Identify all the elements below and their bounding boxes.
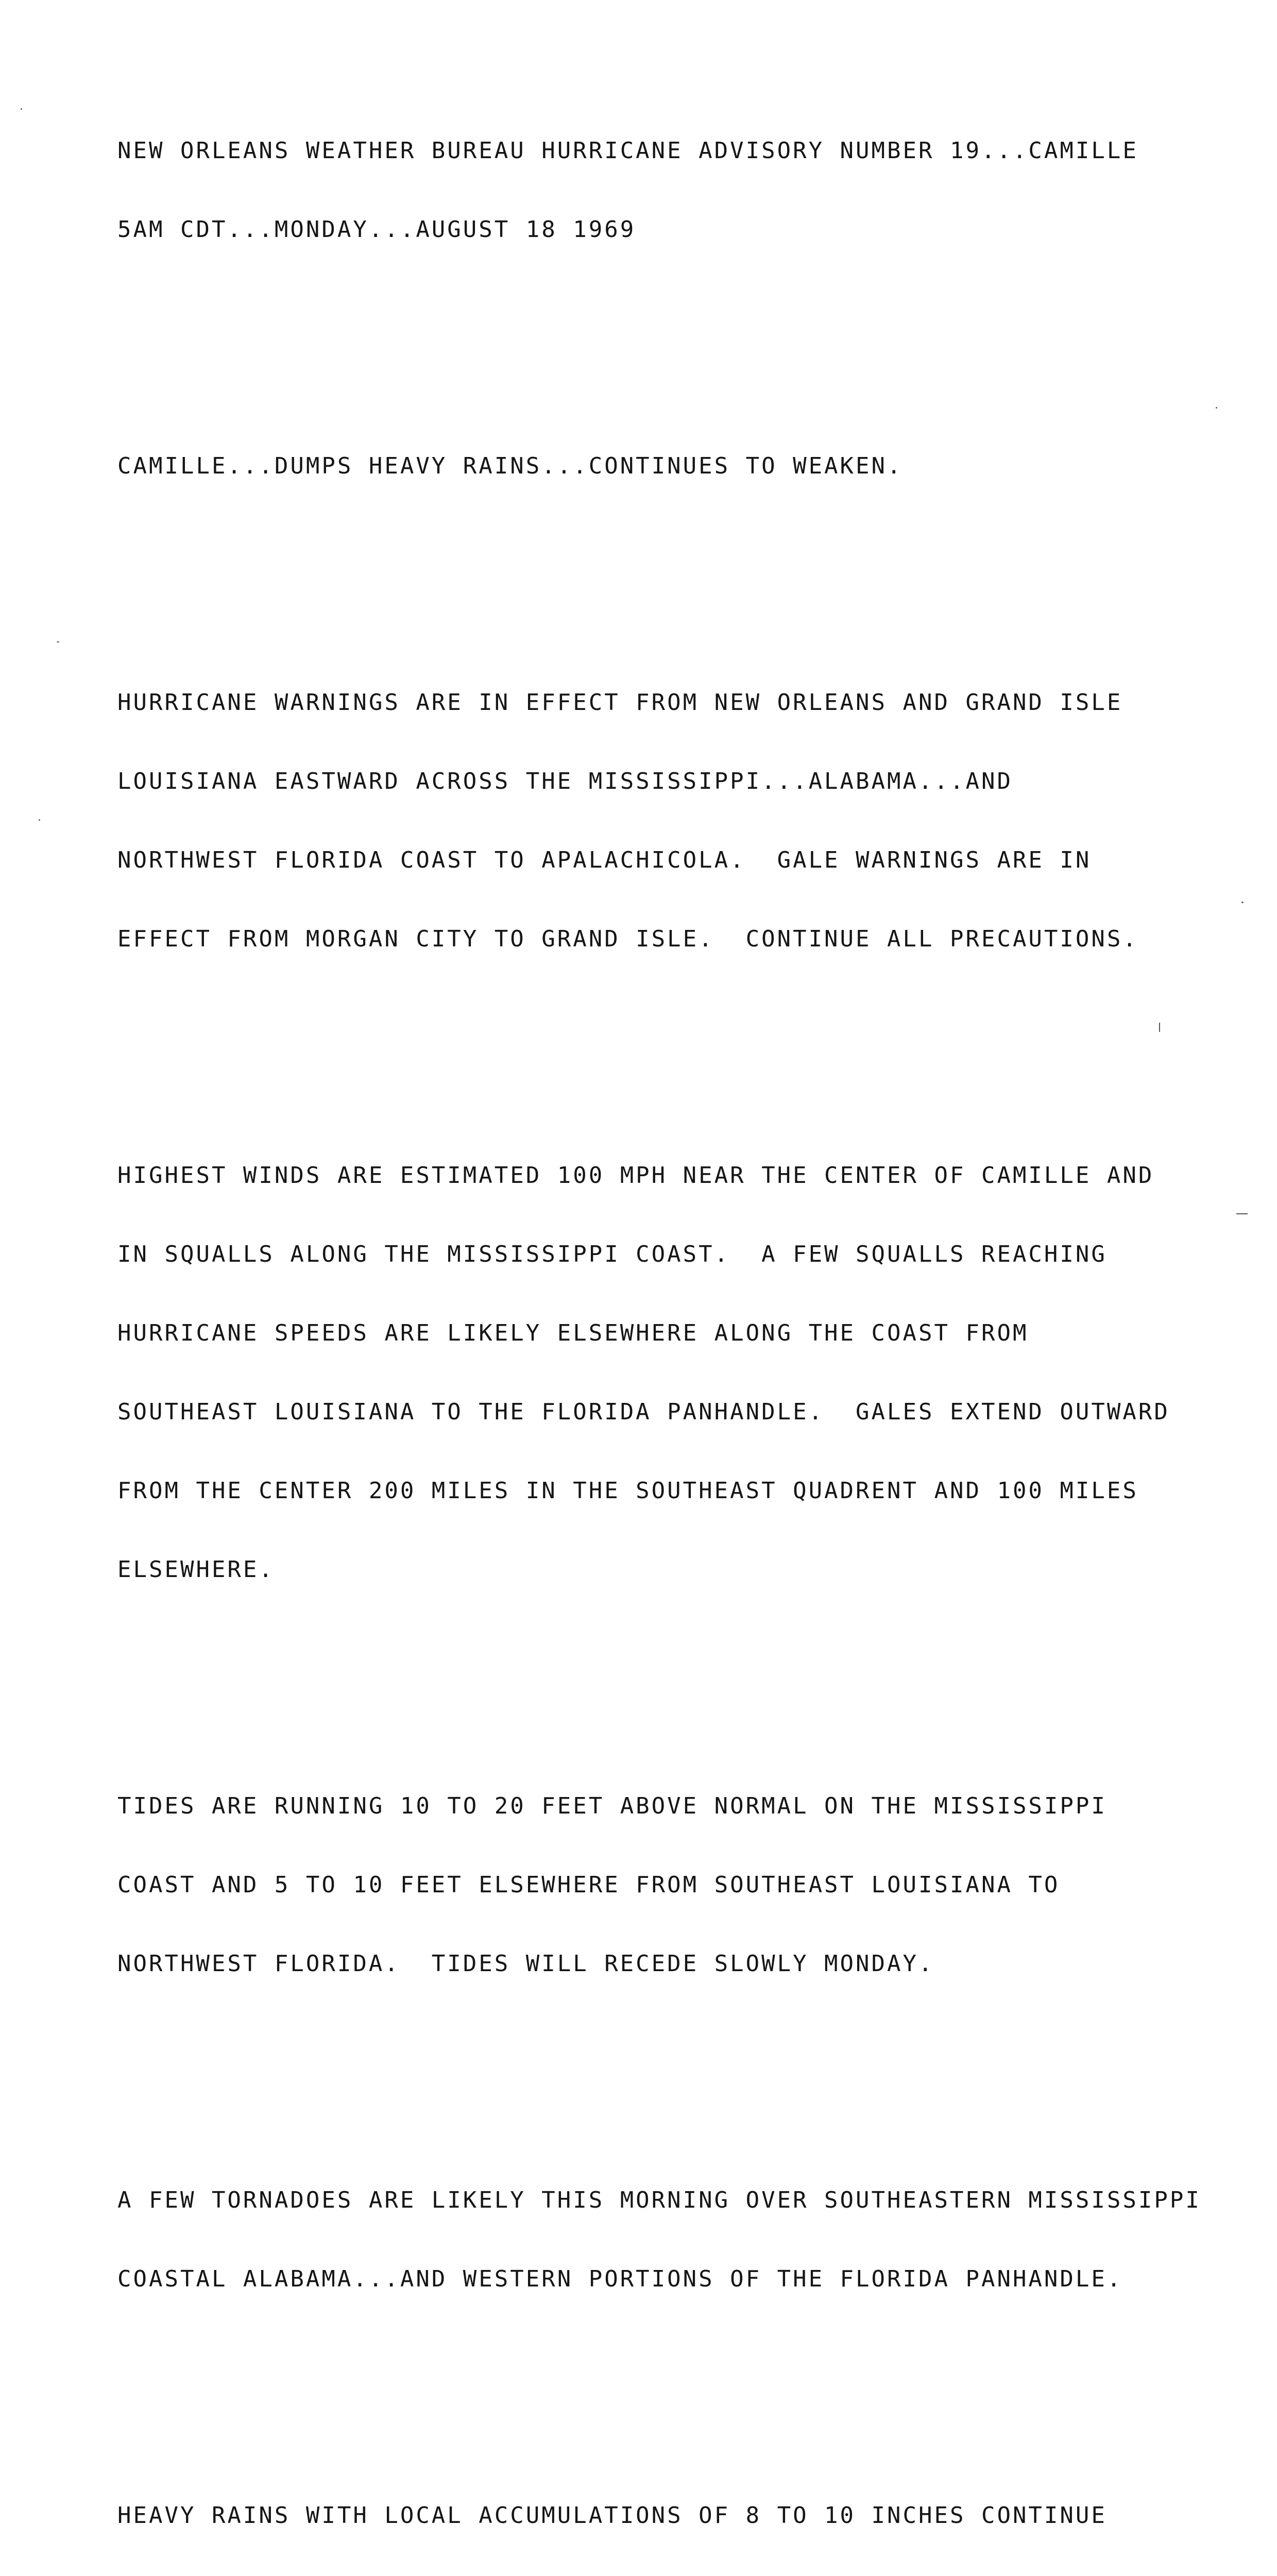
header-line: NEW ORLEANS WEATHER BUREAU HURRICANE ADVISORY NUMBER 19...CAMILLE — [117, 138, 1138, 164]
header-line: 5AM CDT...MONDAY...AUGUST 18 1969 — [117, 216, 636, 243]
tornadoes-paragraph — [117, 2134, 1266, 2345]
tides-line: COAST AND 5 TO 10 FEET ELSEWHERE FROM SOUTHEAST LOUISIANA TO — [117, 1872, 1060, 1898]
tides-paragraph — [117, 1740, 1266, 2029]
tides-line: NORTHWEST FLORIDA. TIDES WILL RECEDE SLOWLY MONDAY. — [117, 1951, 934, 1977]
headline-block — [117, 400, 1266, 532]
scan-speck — [1241, 902, 1244, 903]
winds-line: ELSEWHERE. — [117, 1556, 275, 1583]
tornadoes-line: COASTAL ALABAMA...AND WESTERN PORTIONS OF THE FLORIDA PANHANDLE. — [117, 2266, 1123, 2292]
tides-line: TIDES ARE RUNNING 10 TO 20 FEET ABOVE NORMAL ON THE MISSISSIPPI — [117, 1793, 1107, 1819]
winds-line: FROM THE CENTER 200 MILES IN THE SOUTHEAST QUADRENT AND 100 MILES — [117, 1478, 1138, 1504]
scan-speck — [21, 108, 22, 110]
winds-paragraph — [117, 1110, 1266, 1635]
scan-speck — [1159, 1023, 1160, 1032]
tornadoes-line: A FEW TORNADOES ARE LIKELY THIS MORNING OVER SOUTHEASTERN MISSISSIPPI — [117, 2187, 1201, 2213]
scan-speck — [1236, 1213, 1248, 1214]
winds-line: HURRICANE SPEEDS ARE LIKELY ELSEWHERE ALONG THE COAST FROM — [117, 1320, 1029, 1346]
warnings-line: NORTHWEST FLORIDA COAST TO APALACHICOLA. GALE WARNINGS ARE IN — [117, 847, 1092, 873]
warnings-line: EFFECT FROM MORGAN CITY TO GRAND ISLE. CONTINUE ALL PRECAUTIONS. — [117, 926, 1138, 952]
scan-speck — [39, 819, 40, 821]
headline-line: CAMILLE...DUMPS HEAVY RAINS...CONTINUES TO WEAKEN. — [117, 453, 903, 479]
advisory-text — [117, 6, 1266, 2576]
winds-line: SOUTHEAST LOUISIANA TO THE FLORIDA PANHANDLE. GALES EXTEND OUTWARD — [117, 1399, 1170, 1425]
warnings-paragraph — [117, 637, 1266, 1005]
header-block — [117, 85, 1266, 295]
rains-paragraph — [117, 2450, 1266, 2576]
warnings-line: LOUISIANA EASTWARD ACROSS THE MISSISSIPPI...ALABAMA...AND — [117, 768, 1013, 794]
scan-speck — [57, 641, 59, 642]
rains-line: HEAVY RAINS WITH LOCAL ACCUMULATIONS OF 8 TO 10 INCHES CONTINUE — [117, 2502, 1107, 2529]
winds-line: HIGHEST WINDS ARE ESTIMATED 100 MPH NEAR THE CENTER OF CAMILLE AND — [117, 1162, 1154, 1189]
winds-line: IN SQUALLS ALONG THE MISSISSIPPI COAST. A FEW SQUALLS REACHING — [117, 1241, 1107, 1267]
scan-speck — [1216, 407, 1217, 409]
warnings-line: HURRICANE WARNINGS ARE IN EFFECT FROM NEW ORLEANS AND GRAND ISLE — [117, 689, 1123, 716]
